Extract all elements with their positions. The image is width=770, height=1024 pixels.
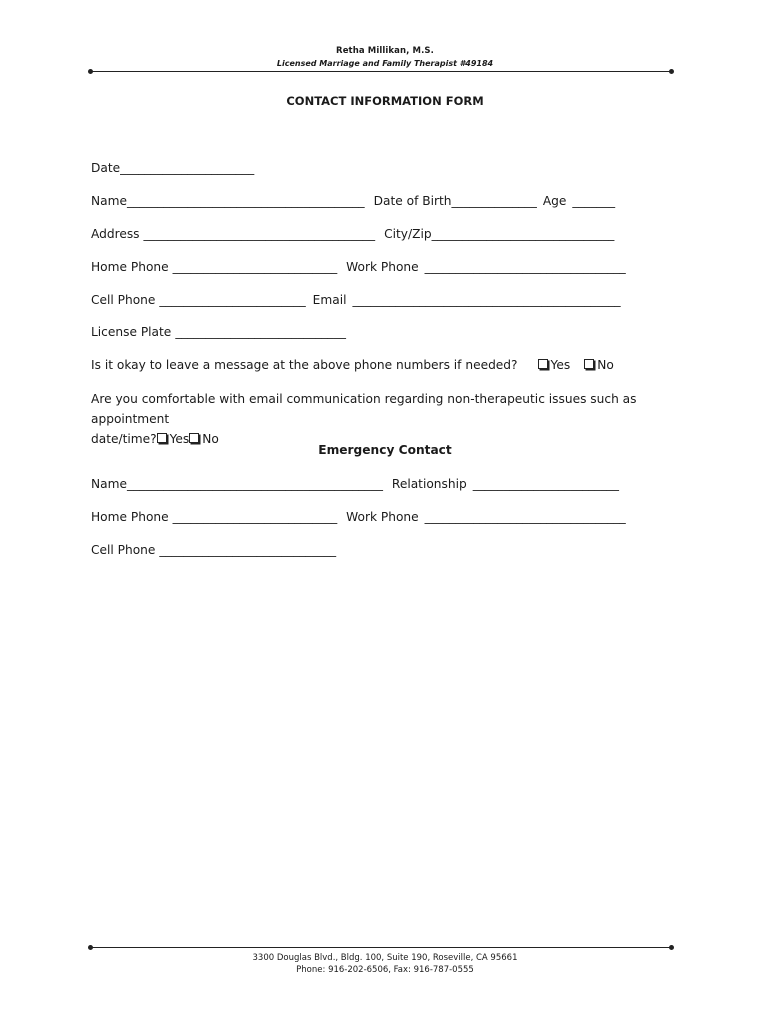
footer-phone: Phone: 916-202-6506, Fax: 916-787-0555: [296, 965, 474, 975]
name-field[interactable]: _______________________________________: [126, 194, 365, 208]
age-label: Age: [542, 194, 567, 208]
form-title: CONTACT INFORMATION FORM: [286, 94, 484, 108]
name-label: Name: [91, 194, 127, 208]
email-question-line2: date/time?: [91, 432, 157, 446]
phone-row: [91, 259, 626, 275]
emergency-phone-row: [91, 509, 626, 525]
date-label: Date: [91, 161, 121, 175]
emergency-name-row: [91, 476, 619, 492]
email-no-label: No: [202, 432, 219, 446]
cell-email-row: [91, 292, 621, 308]
dob-label: Date of Birth: [373, 194, 452, 208]
header-divider-right-dot: [669, 69, 674, 74]
message-question-row: [91, 357, 614, 373]
email-yes-checkbox[interactable]: [157, 433, 167, 443]
message-no-checkbox[interactable]: [584, 359, 594, 369]
cityzip-field[interactable]: ______________________________: [431, 227, 615, 241]
footer-divider-right-dot: [669, 945, 674, 950]
email-yes-label: Yes: [169, 432, 190, 446]
license-plate-field[interactable]: ____________________________: [175, 325, 346, 339]
cell-phone-field[interactable]: ________________________: [159, 293, 306, 307]
age-field[interactable]: _______: [572, 194, 616, 208]
therapist-license: Licensed Marriage and Family Therapist #49184: [276, 59, 494, 68]
therapist-name: Retha Millikan, M.S.: [336, 46, 434, 56]
relationship-field[interactable]: ________________________: [472, 477, 619, 491]
footer-divider-left-dot: [88, 945, 93, 950]
emergency-name-label: Name: [91, 477, 127, 491]
date-field[interactable]: ______________________: [120, 161, 255, 175]
relationship-label: Relationship: [391, 477, 467, 491]
name-row: [91, 193, 615, 209]
emergency-cell-phone-label: Cell Phone: [91, 543, 156, 557]
emergency-home-phone-field[interactable]: ___________________________: [172, 510, 338, 524]
email-question-line1: Are you comfortable with email communication regarding non-therapeutic issues such as appointment: [91, 392, 637, 426]
emergency-name-field[interactable]: __________________________________________: [126, 477, 383, 491]
emergency-cell-phone-field[interactable]: _____________________________: [159, 543, 337, 557]
header-divider: [92, 71, 672, 72]
cityzip-label: City/Zip: [384, 227, 432, 241]
dob-field[interactable]: ______________: [451, 194, 537, 208]
emergency-home-phone-label: Home Phone: [91, 510, 169, 524]
footer-divider: [92, 947, 672, 948]
work-phone-label: Work Phone: [346, 260, 419, 274]
footer-address: 3300 Douglas Blvd., Bldg. 100, Suite 190, Roseville, CA 95661: [252, 953, 518, 963]
emergency-work-phone-field[interactable]: _________________________________: [424, 510, 626, 524]
emergency-contact-title: Emergency Contact: [318, 443, 452, 457]
home-phone-label: Home Phone: [91, 260, 169, 274]
message-yes-label: Yes: [550, 358, 571, 372]
license-plate-label: License Plate: [91, 325, 172, 339]
address-field[interactable]: ______________________________________: [143, 227, 376, 241]
message-yes-checkbox[interactable]: [538, 359, 548, 369]
work-phone-field[interactable]: _________________________________: [424, 260, 626, 274]
address-label: Address: [91, 227, 140, 241]
email-label: Email: [312, 293, 347, 307]
header-divider-left-dot: [88, 69, 93, 74]
emergency-work-phone-label: Work Phone: [346, 510, 419, 524]
email-field[interactable]: ____________________________________________: [352, 293, 621, 307]
message-no-label: No: [597, 358, 614, 372]
email-question-block: [91, 389, 676, 449]
email-no-checkbox[interactable]: [189, 433, 199, 443]
cell-phone-label: Cell Phone: [91, 293, 156, 307]
license-plate-row: [91, 324, 346, 340]
emergency-cell-row: [91, 542, 336, 558]
home-phone-field[interactable]: ___________________________: [172, 260, 338, 274]
date-row: [91, 160, 254, 176]
message-question: Is it okay to leave a message at the above phone numbers if needed?: [91, 358, 518, 372]
address-row: [91, 226, 614, 242]
